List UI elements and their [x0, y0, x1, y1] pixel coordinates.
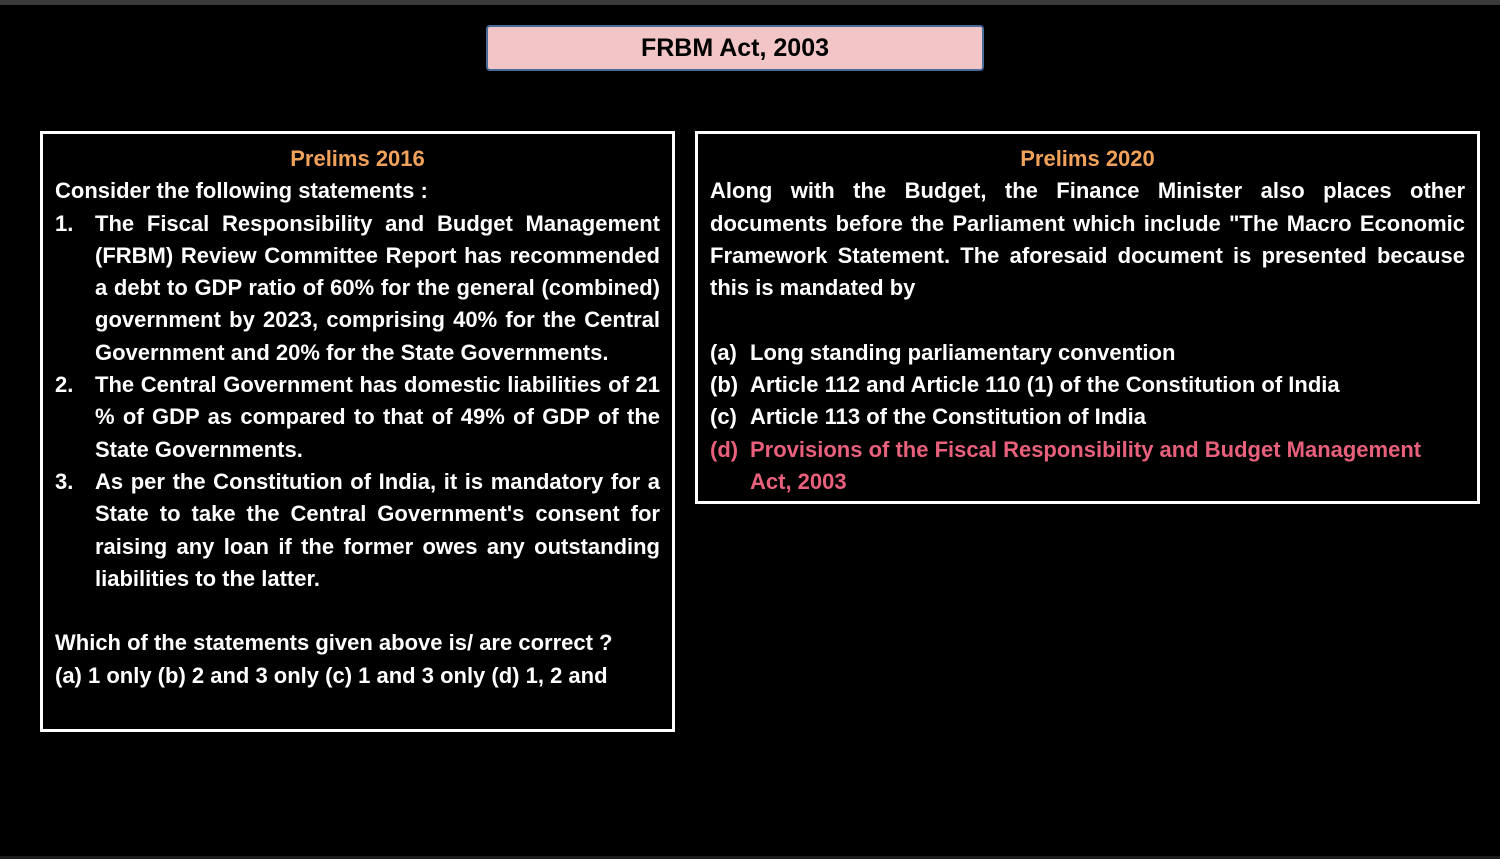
option-letter: (d) — [710, 436, 739, 462]
spacer — [55, 595, 660, 627]
option-item — [710, 401, 1465, 433]
prelims-2016-panel — [40, 131, 675, 732]
prelims-2016-heading: Prelims 2016 — [290, 146, 425, 171]
option-item — [710, 337, 1465, 369]
slide-title — [486, 25, 984, 71]
statement-number: 1. — [55, 210, 74, 236]
option-text: Article 112 and Article 110 (1) of the Constitution of India — [750, 372, 1340, 398]
option-letter: (a) — [710, 339, 737, 365]
option-item — [710, 369, 1465, 401]
answer-options: (a) 1 only (b) 2 and 3 only (c) 1 and 3 only (d) 1, 2 and — [55, 662, 608, 688]
statement-number: 2. — [55, 372, 74, 398]
option-text: Article 113 of the Constitution of India — [750, 404, 1147, 430]
prelims-2020-panel — [695, 131, 1480, 504]
option-text: Long standing parliamentary convention — [750, 339, 1176, 365]
statement-item — [55, 466, 660, 595]
option-item-correct — [710, 434, 1465, 499]
statement-text: The Fiscal Responsibility and Budget Management (FRBM) Review Committee Report has recommended a debt to GDP ratio of 60% for the general (combined) government by 2023, comprising 40% for the Central Government and 20% for the State Governments. — [95, 210, 660, 365]
statement-number: 3. — [55, 468, 74, 494]
option-text: Provisions of the Fiscal Responsibility and Budget Management Act, 2003 — [750, 436, 1422, 494]
option-list — [710, 337, 1465, 498]
option-letter: (b) — [710, 372, 739, 398]
top-strip — [0, 0, 1500, 5]
statements-intro: Consider the following statements : — [55, 178, 428, 204]
question-text: Along with the Budget, the Finance Minister also places other documents before the Parliament which include "The Macro Economic Framework Statement. The aforesaid document is presented because this is mandated by — [710, 178, 1465, 301]
question-text: Which of the statements given above is/ are correct ? — [55, 630, 613, 656]
prelims-2020-heading: Prelims 2020 — [1020, 146, 1155, 171]
option-letter: (c) — [710, 404, 737, 430]
statement-item — [55, 208, 660, 369]
slide-title-text: FRBM Act, 2003 — [640, 33, 829, 62]
statement-text: As per the Constitution of India, it is mandatory for a State to take the Central Government's consent for raising any loan if the former owes any outstanding liabilities to the latter. — [95, 468, 660, 591]
statement-list — [55, 208, 660, 596]
statement-item — [55, 369, 660, 466]
spacer — [710, 304, 1465, 336]
statement-text: The Central Government has domestic liabilities of 21 % of GDP as compared to that of 49% of GDP of the State Governments. — [95, 372, 660, 462]
